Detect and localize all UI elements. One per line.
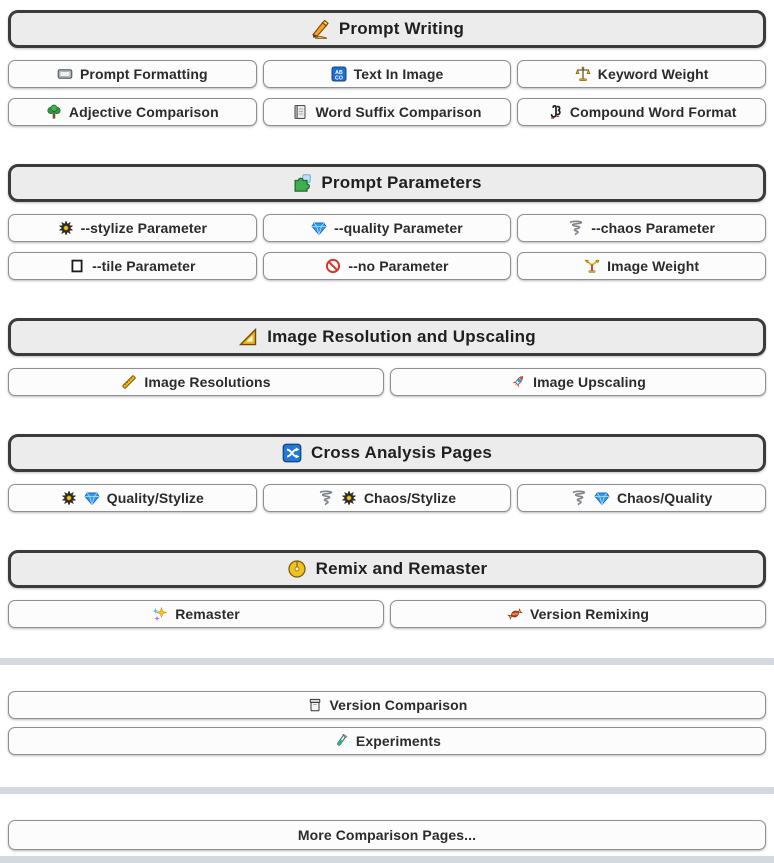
- tornado-icon: [571, 490, 587, 506]
- tree-icon: [46, 104, 62, 120]
- tornado-icon: [318, 490, 334, 506]
- section-title: Cross Analysis Pages: [310, 443, 492, 462]
- letters-icon: [331, 66, 347, 82]
- divider: [0, 658, 774, 665]
- stylize-flower-icon: [341, 490, 357, 506]
- button-label: Chaos/Stylize: [363, 490, 457, 506]
- button-experiments[interactable]: [8, 727, 766, 755]
- button-label: Remaster: [175, 606, 240, 622]
- tornado-icon: [568, 220, 584, 236]
- button-label: --chaos Parameter: [591, 220, 716, 236]
- section-prompt-parameters: [8, 164, 766, 280]
- button-label: Quality/Stylize: [106, 490, 204, 506]
- more-area: [0, 794, 774, 856]
- button-grid: [8, 484, 766, 512]
- button-keyword-weight[interactable]: [517, 60, 766, 88]
- section-remix-remaster: [8, 550, 766, 628]
- section-title: Image Resolution and Upscaling: [267, 327, 536, 346]
- candy-icon: [507, 606, 523, 622]
- section-title: Prompt Writing: [338, 19, 465, 38]
- package-icon: [307, 697, 323, 713]
- notebook-icon: [292, 104, 308, 120]
- button-label: Word Suffix Comparison: [315, 104, 482, 120]
- section-header-cross-analysis[interactable]: [8, 434, 766, 472]
- button-version-remixing[interactable]: [390, 600, 766, 628]
- button-label: --quality Parameter: [334, 220, 463, 236]
- button-grid: [8, 368, 766, 396]
- button-version-comparison[interactable]: [8, 691, 766, 719]
- button-label: --stylize Parameter: [80, 220, 208, 236]
- button-label: More Comparison Pages...: [297, 827, 477, 843]
- button-label: Adjective Comparison: [68, 104, 219, 120]
- puzzle-icon: [292, 173, 312, 193]
- button-adjective-comparison[interactable]: [8, 98, 257, 126]
- button-grid: [8, 60, 766, 126]
- button-no-parameter[interactable]: [263, 252, 512, 280]
- button-chaos-parameter[interactable]: [517, 214, 766, 242]
- square-outline-icon: [69, 258, 85, 274]
- gem-icon: [311, 220, 327, 236]
- button-label: Keyword Weight: [597, 66, 709, 82]
- gem-icon: [84, 490, 100, 506]
- triangle-ruler-icon: [238, 327, 258, 347]
- window-icon: [57, 66, 73, 82]
- button-label: Version Comparison: [329, 697, 468, 713]
- button-label: Image Upscaling: [533, 374, 646, 390]
- section-header-prompt-writing[interactable]: [8, 10, 766, 48]
- section-header-remix-remaster[interactable]: [8, 550, 766, 588]
- button-chaos-quality[interactable]: [517, 484, 766, 512]
- gold-record-icon: [287, 559, 307, 579]
- button-label: Compound Word Format: [569, 104, 737, 120]
- button-tile-parameter[interactable]: [8, 252, 257, 280]
- button-text-in-image[interactable]: [263, 60, 512, 88]
- button-word-suffix-comparison[interactable]: [263, 98, 512, 126]
- button-grid: [8, 214, 766, 280]
- ruler-icon: [121, 374, 137, 390]
- ligature-icon: [547, 104, 563, 120]
- writing-hand-icon: [310, 19, 330, 39]
- button-image-resolutions[interactable]: [8, 368, 384, 396]
- button-label: Version Remixing: [529, 606, 650, 622]
- prohibited-icon: [325, 258, 341, 274]
- section-header-image-resolution[interactable]: [8, 318, 766, 356]
- button-chaos-stylize[interactable]: [263, 484, 512, 512]
- stylize-flower-icon: [58, 220, 74, 236]
- gem-icon: [594, 490, 610, 506]
- divider: [0, 856, 774, 863]
- button-label: Text In Image: [353, 66, 444, 82]
- footer-button-list: [8, 691, 766, 755]
- button-image-upscaling[interactable]: [390, 368, 766, 396]
- button-label: Chaos/Quality: [616, 490, 713, 506]
- button-label: Prompt Formatting: [79, 66, 208, 82]
- divider: [0, 787, 774, 794]
- button-more-comparison-pages[interactable]: [8, 820, 766, 850]
- section-title: Remix and Remaster: [315, 559, 488, 578]
- button-image-weight[interactable]: [517, 252, 766, 280]
- button-remaster[interactable]: [8, 600, 384, 628]
- section-title: Prompt Parameters: [321, 173, 482, 192]
- section-cross-analysis: [8, 434, 766, 512]
- test-tube-icon: [333, 733, 349, 749]
- button-stylize-parameter[interactable]: [8, 214, 257, 242]
- button-label: --no Parameter: [348, 258, 449, 274]
- balance-scale-icon: [575, 66, 591, 82]
- button-label: Image Resolutions: [144, 374, 271, 390]
- section-image-resolution: [8, 318, 766, 396]
- shuffle-icon: [282, 443, 302, 463]
- section-header-prompt-parameters[interactable]: [8, 164, 766, 202]
- button-label: Experiments: [355, 733, 442, 749]
- button-quality-parameter[interactable]: [263, 214, 512, 242]
- weight-scale-icon: [584, 258, 600, 274]
- button-quality-stylize[interactable]: [8, 484, 257, 512]
- section-prompt-writing: [8, 10, 766, 126]
- button-compound-word-format[interactable]: [517, 98, 766, 126]
- button-prompt-formatting[interactable]: [8, 60, 257, 88]
- button-label: Image Weight: [607, 258, 700, 274]
- button-label: --tile Parameter: [92, 258, 196, 274]
- sparkles-icon: [152, 606, 168, 622]
- footer-area: [0, 665, 774, 787]
- rocket-icon: [510, 374, 526, 390]
- button-grid: [8, 600, 766, 628]
- stylize-flower-icon: [61, 490, 77, 506]
